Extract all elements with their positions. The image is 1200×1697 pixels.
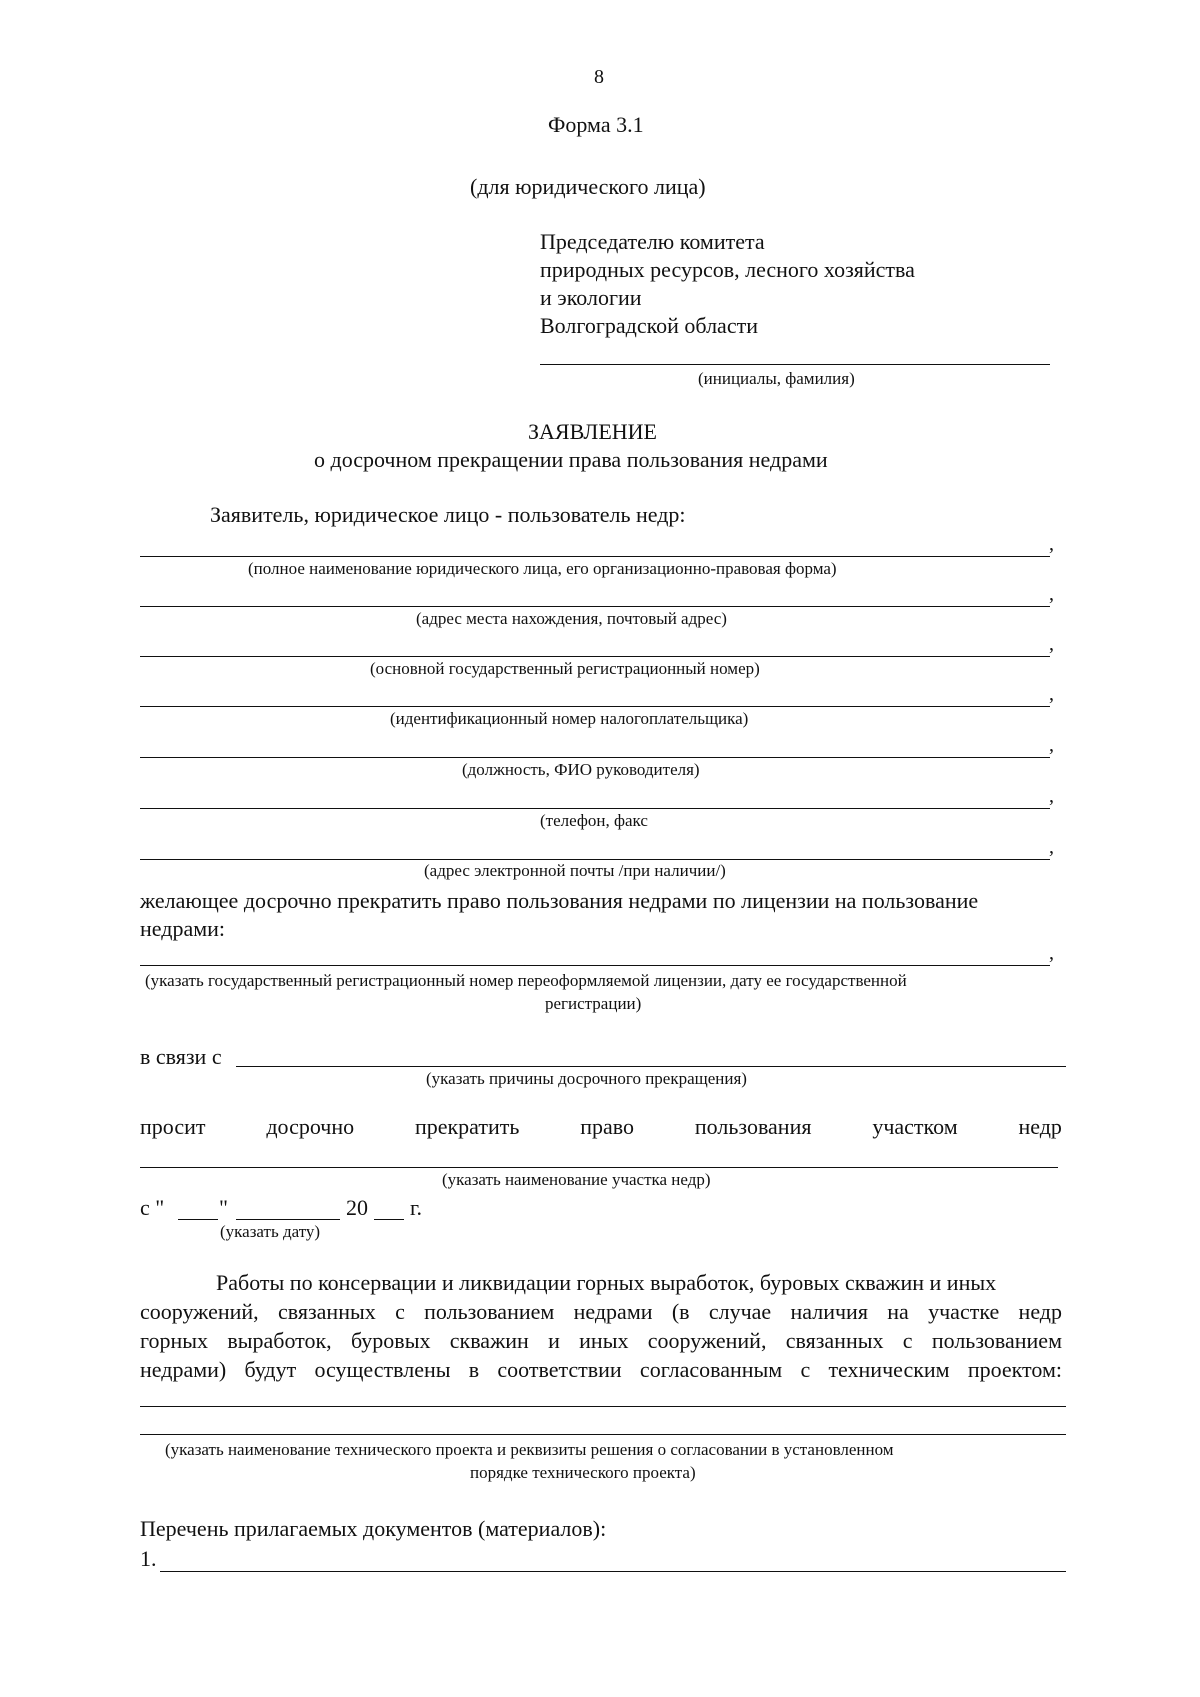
request-word: просит bbox=[140, 1114, 206, 1139]
addressee-line-1: Председателю комитета bbox=[540, 229, 765, 254]
addressee-line-2: природных ресурсов, лесного хозяйства bbox=[540, 257, 915, 282]
date-prefix: с " bbox=[140, 1195, 165, 1220]
wish-text-line-1: желающее досрочно прекратить право пользования недрами по лицензии на пользование bbox=[140, 888, 979, 913]
project-blank-2[interactable] bbox=[140, 1434, 1066, 1435]
date-year-blank[interactable] bbox=[374, 1219, 404, 1220]
request-word: пользования bbox=[694, 1114, 812, 1139]
field-full-name-blank[interactable] bbox=[140, 556, 1050, 557]
works-line-3: горных выработок, буровых скважин и иных сооружений, связанных с пользованием bbox=[140, 1328, 1062, 1353]
addressee-line-3: и экологии bbox=[540, 285, 642, 310]
field-head-blank[interactable] bbox=[140, 757, 1050, 758]
reason-blank[interactable] bbox=[236, 1066, 1066, 1067]
request-word: право bbox=[580, 1114, 635, 1139]
request-word: досрочно bbox=[266, 1114, 355, 1139]
request-row bbox=[140, 1114, 1062, 1140]
request-word: недр bbox=[1018, 1114, 1062, 1139]
field-head-comma: , bbox=[1049, 734, 1054, 756]
date-quote-close: " bbox=[219, 1195, 228, 1220]
addressee-name-blank[interactable] bbox=[540, 364, 1050, 365]
applicant-type: (для юридического лица) bbox=[470, 174, 706, 199]
project-caption-line-2: порядке технического проекта) bbox=[470, 1463, 696, 1482]
field-ogrn-caption: (основной государственный регистрационный номер) bbox=[370, 659, 760, 678]
works-line-4: недрами) будут осуществлены в соответствии согласованным с техническим проектом: bbox=[140, 1357, 1062, 1382]
plot-name-blank[interactable] bbox=[140, 1167, 1058, 1168]
request-word: прекратить bbox=[414, 1114, 520, 1139]
field-phone-caption: (телефон, факс bbox=[540, 811, 648, 830]
project-blank-1[interactable] bbox=[140, 1406, 1066, 1407]
field-email-comma: , bbox=[1049, 836, 1054, 858]
documents-heading: Перечень прилагаемых документов (материалов): bbox=[140, 1516, 607, 1541]
field-address-blank[interactable] bbox=[140, 606, 1050, 607]
field-ogrn-comma: , bbox=[1049, 633, 1054, 655]
date-year-prefix: 20 bbox=[346, 1195, 368, 1220]
reason-caption: (указать причины досрочного прекращения) bbox=[426, 1069, 747, 1088]
addressee-caption: (инициалы, фамилия) bbox=[698, 369, 855, 388]
field-email-caption: (адрес электронной почты /при наличии/) bbox=[424, 861, 726, 880]
document-title: ЗАЯВЛЕНИЕ bbox=[528, 419, 657, 444]
license-caption-line-2: регистрации) bbox=[545, 994, 642, 1013]
field-full-name-comma: , bbox=[1049, 533, 1054, 555]
date-year-suffix: г. bbox=[410, 1195, 423, 1220]
field-full-name-caption: (полное наименование юридического лица, его организационно-правовая форма) bbox=[248, 559, 837, 578]
plot-caption: (указать наименование участка недр) bbox=[442, 1170, 711, 1189]
request-word: участком bbox=[872, 1114, 958, 1139]
field-address-comma: , bbox=[1049, 583, 1054, 605]
addressee-line-4: Волгоградской области bbox=[540, 313, 758, 338]
license-caption-line-1: (указать государственный регистрационный номер переоформляемой лицензии, дату ее государственной bbox=[145, 971, 907, 990]
project-caption-line-1: (указать наименование технического проекта и реквизиты решения о согласовании в установленном bbox=[165, 1440, 894, 1459]
field-ogrn-blank[interactable] bbox=[140, 656, 1050, 657]
license-blank[interactable] bbox=[140, 965, 1050, 966]
reason-prefix: в связи с bbox=[140, 1044, 222, 1069]
field-inn-caption: (идентификационный номер налогоплательщика) bbox=[390, 709, 749, 728]
field-email-blank[interactable] bbox=[140, 859, 1050, 860]
date-month-blank[interactable] bbox=[236, 1219, 340, 1220]
field-inn-comma: , bbox=[1049, 683, 1054, 705]
document-subtitle: о досрочном прекращении права пользования недрами bbox=[314, 447, 828, 472]
date-day-blank[interactable] bbox=[178, 1219, 218, 1220]
date-caption: (указать дату) bbox=[220, 1222, 321, 1241]
works-line-2: сооружений, связанных с пользованием недрами (в случае наличия на участке недр bbox=[140, 1299, 1062, 1324]
license-comma: , bbox=[1049, 942, 1054, 964]
field-phone-comma: , bbox=[1049, 785, 1054, 807]
wish-text-line-2: недрами: bbox=[140, 916, 226, 941]
field-inn-blank[interactable] bbox=[140, 706, 1050, 707]
field-address-caption: (адрес места нахождения, почтовый адрес) bbox=[416, 609, 727, 628]
works-line-1: Работы по консервации и ликвидации горных выработок, буровых скважин и иных bbox=[216, 1270, 997, 1295]
documents-item-blank[interactable] bbox=[160, 1571, 1066, 1572]
documents-item-number: 1. bbox=[140, 1546, 157, 1571]
applicant-intro: Заявитель, юридическое лицо - пользователь недр: bbox=[210, 502, 686, 527]
page-number: 8 bbox=[594, 66, 604, 88]
form-number: Форма 3.1 bbox=[548, 112, 644, 137]
field-head-caption: (должность, ФИО руководителя) bbox=[462, 760, 700, 779]
field-phone-blank[interactable] bbox=[140, 808, 1050, 809]
